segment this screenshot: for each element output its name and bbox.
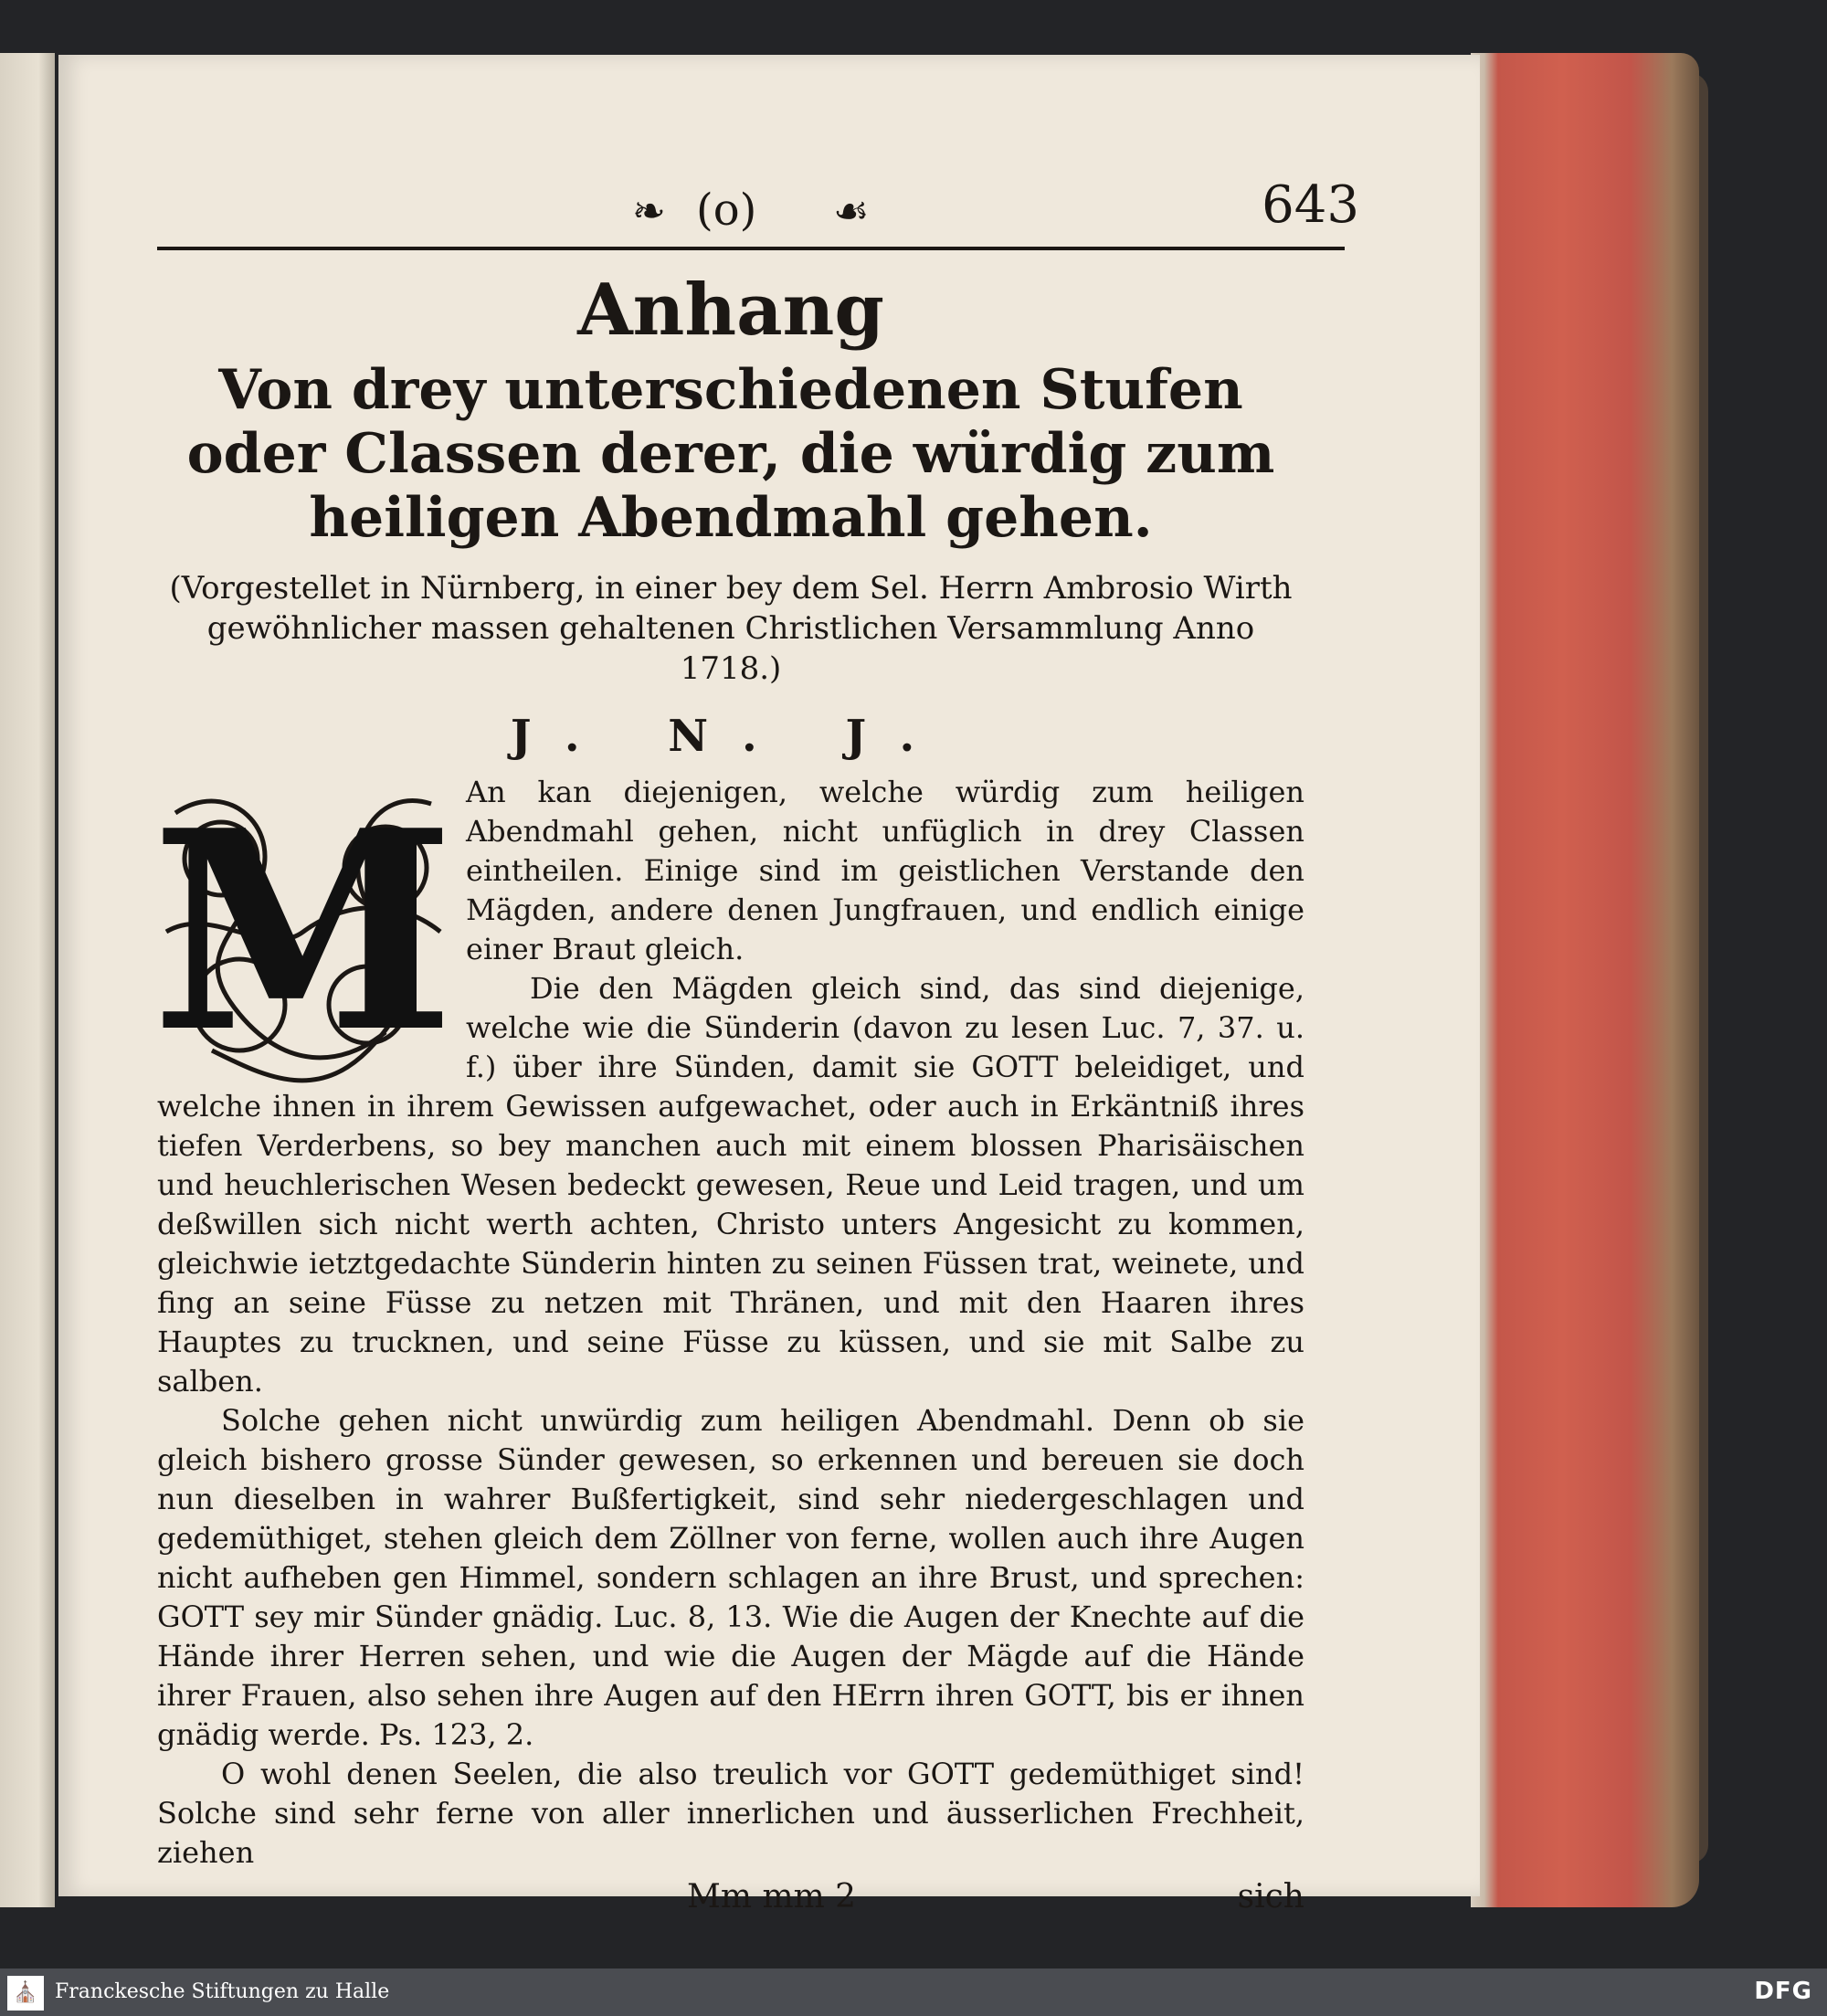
body-text: [151, 770, 1304, 1873]
page-title: Anhang: [577, 269, 884, 352]
paragraph-1: An kan diejenigen, welche würdig zum heiligen Abendmahl gehen, nicht unfüglich in drey Classen eintheilen. Einige sind im geistlichen Verstande den Mägden, andere denen Jungfrauen, und endlich einige einer Braut gleich.: [466, 775, 1304, 966]
signature-mark: Mm mm 2: [687, 1878, 857, 1916]
paragraph-3: Solche gehen nicht unwürdig zum heiligen Abendmahl. Denn ob sie gleich bishero grosse Sünder gewesen, so erkennen und bereuen sie doch nun dieselben in wahrer Bußfertigkeit, sind sehr niedergeschlagen und gedemüthiget, stehen gleich dem Zöllner von ferne, wollen auch ihre Augen nicht aufheben gen Himmel, sondern schlagen an ihre Brust, und sprechen: GOTT sey mir Sünder gnädig. Luc. 8, 13. Wie die Augen der Knechte auf die Hände ihrer Herren sehen, und wie die Augen der Mägde auf die Hände ihrer Frauen, also sehen ihre Augen auf den HErrn ihren GOTT, bis er ihnen gnädig werde. Ps. 123, 2.: [157, 1403, 1304, 1752]
header-rule: [157, 247, 1345, 250]
book-page: [58, 55, 1480, 1916]
book-page-edges: [1471, 53, 1699, 1907]
institution-logo-icon: ⛪: [7, 1976, 44, 2011]
previous-page-edge: [0, 53, 55, 1907]
page-subtitle: Von drey unterschiedenen Stufen oder Classen derer, die würdig zum heiligen Abendmahl gehen.: [186, 358, 1275, 550]
running-head-signature: (o): [696, 185, 757, 236]
page-number: 643: [1262, 175, 1359, 235]
page-footer: [157, 1878, 1304, 1924]
paragraph-4: O wohl denen Seelen, die also treulich vor GOTT gedemüthiget sind! Solche sind sehr ferne von aller innerlichen und äusserlichen Frechheit, ziehen: [157, 1757, 1304, 1870]
inri-heading: J. N. J.: [510, 711, 952, 762]
bottom-bar: [0, 1969, 1827, 2016]
ornament-right-icon: ☙: [833, 188, 870, 235]
title-note: (Vorgestellet in Nürnberg, in einer bey dem Sel. Herrn Ambrosio Wirth gewöhnlicher massen gehaltenen Christlichen Versammlung Anno 1718.): [169, 570, 1293, 687]
institution-name: Franckesche Stiftungen zu Halle: [55, 1980, 390, 2003]
dfg-logo: DFG: [1754, 1978, 1812, 2005]
catchword: sich: [1237, 1878, 1304, 1916]
decorated-initial: [151, 770, 456, 1092]
page-text-block: [151, 174, 1359, 1924]
paragraph-2: Die den Mägden gleich sind, das sind diejenige, welche wie die Sünderin (davon zu lesen Luc. 7, 37. u. f.) über ihre Sünden, damit sie GOTT beleidiget, und welche ihnen in ihrem Gewissen aufgewachet, oder auch in Erkäntniß ihres tiefen Verderbens, so bey manchen auch mit einem blossen Pharisäischen und heuchlerischen Wesen bedeckt gewesen, Reue und Leid tragen, und um deßwillen sich nicht werth achten, Christo unters Angesicht zu kommen, gleichwie ietztgedachte Sünderin hinten zu seinen Füssen trat, weinete, und fing an seine Füsse zu netzen mit Thränen, und mit den Haaren ihres Hauptes zu trucknen, und seine Füsse zu küssen, und sie mit Salbe zu salben.: [157, 971, 1304, 1399]
ornament-left-icon: ❧: [632, 188, 666, 235]
running-head: [157, 174, 1359, 247]
initial-letter: M: [151, 770, 456, 1092]
